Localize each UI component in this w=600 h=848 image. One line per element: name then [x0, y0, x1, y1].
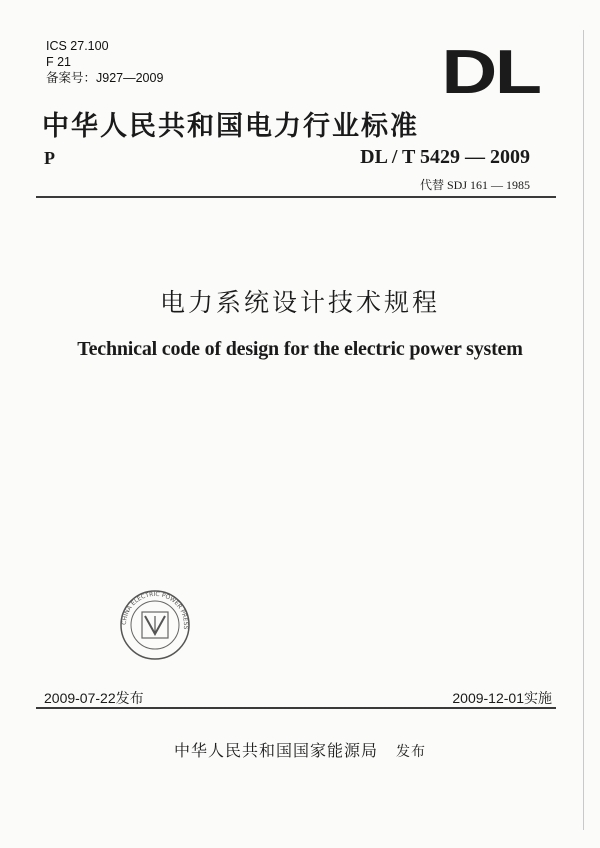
document-title-english: Technical code of design for the electric power system	[77, 338, 523, 360]
release-date: 2009-07-22发布	[44, 690, 144, 706]
publisher-line	[0, 738, 600, 761]
document-title-chinese: 电力系统设计技术规程	[159, 288, 440, 317]
publisher-seal-icon	[118, 588, 192, 662]
seal-text: CHINA ELECTRIC POWER PRESS	[120, 590, 190, 630]
publisher-name: 中华人民共和国国家能源局	[173, 741, 378, 760]
ics-code: ICS 27.100	[46, 39, 109, 53]
page-edge-line	[583, 30, 584, 830]
dl-logo: DL	[441, 38, 540, 107]
standard-code: DL / T 5429 — 2009	[360, 146, 530, 168]
bottom-divider	[36, 707, 556, 709]
classification-code: F 21	[46, 55, 72, 69]
top-divider	[36, 196, 556, 198]
implementation-date: 2009-12-01实施	[452, 690, 552, 706]
publish-label: 发布	[396, 744, 426, 760]
category-letter: P	[44, 148, 55, 168]
replaces-standard: 代替 SDJ 161 — 1985	[419, 178, 530, 192]
record-number: 备案号：J927—2009	[46, 71, 164, 85]
standard-type-title: 中华人民共和国电力行业标准	[42, 111, 419, 142]
